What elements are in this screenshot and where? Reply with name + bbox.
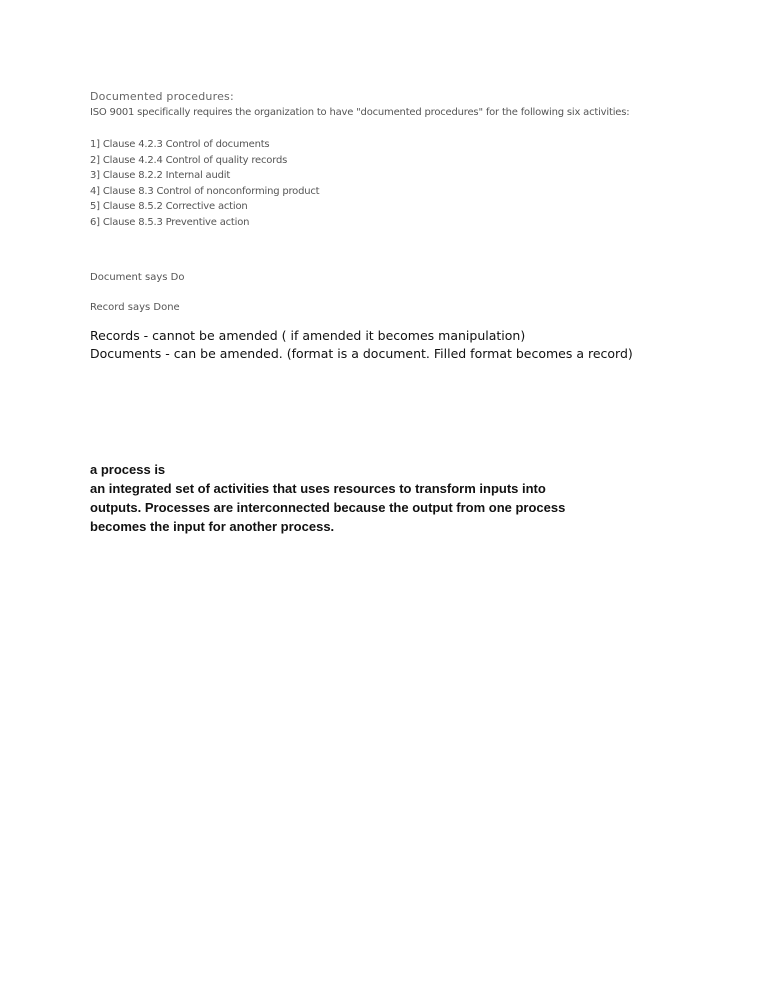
documents-definition: Documents - can be amended. (format is a document. Filled format becomes a record) <box>90 346 633 361</box>
clause-item: 3] Clause 8.2.2 Internal audit <box>90 170 231 182</box>
records-definition: Records - cannot be amended ( if amended it becomes manipulation) <box>90 328 526 343</box>
document-says-do: Document says Do <box>90 272 185 283</box>
process-title: a process is <box>90 462 166 477</box>
record-says-done: Record says Done <box>90 302 180 313</box>
process-definition <box>90 460 650 536</box>
clause-item: 4] Clause 8.3 Control of nonconforming product <box>90 185 320 197</box>
process-line: becomes the input for another process. <box>90 519 335 534</box>
clause-item: 2] Clause 4.2.4 Control of quality records <box>90 154 288 166</box>
clause-item: 6] Clause 8.5.3 Preventive action <box>90 216 250 228</box>
process-line: an integrated set of activities that uses resources to transform inputs into <box>90 481 546 496</box>
process-line: outputs. Processes are interconnected because the output from one process <box>90 500 566 515</box>
documented-procedures-intro: ISO 9001 specifically requires the organization to have "documented procedures" for the following six activities: <box>90 107 630 118</box>
clause-item: 1] Clause 4.2.3 Control of documents <box>90 139 270 150</box>
clause-item: 5] Clause 8.5.2 Corrective action <box>90 201 248 213</box>
documented-procedures-heading: Documented procedures: <box>90 90 234 103</box>
clause-list <box>90 137 319 231</box>
definitions <box>90 327 633 363</box>
